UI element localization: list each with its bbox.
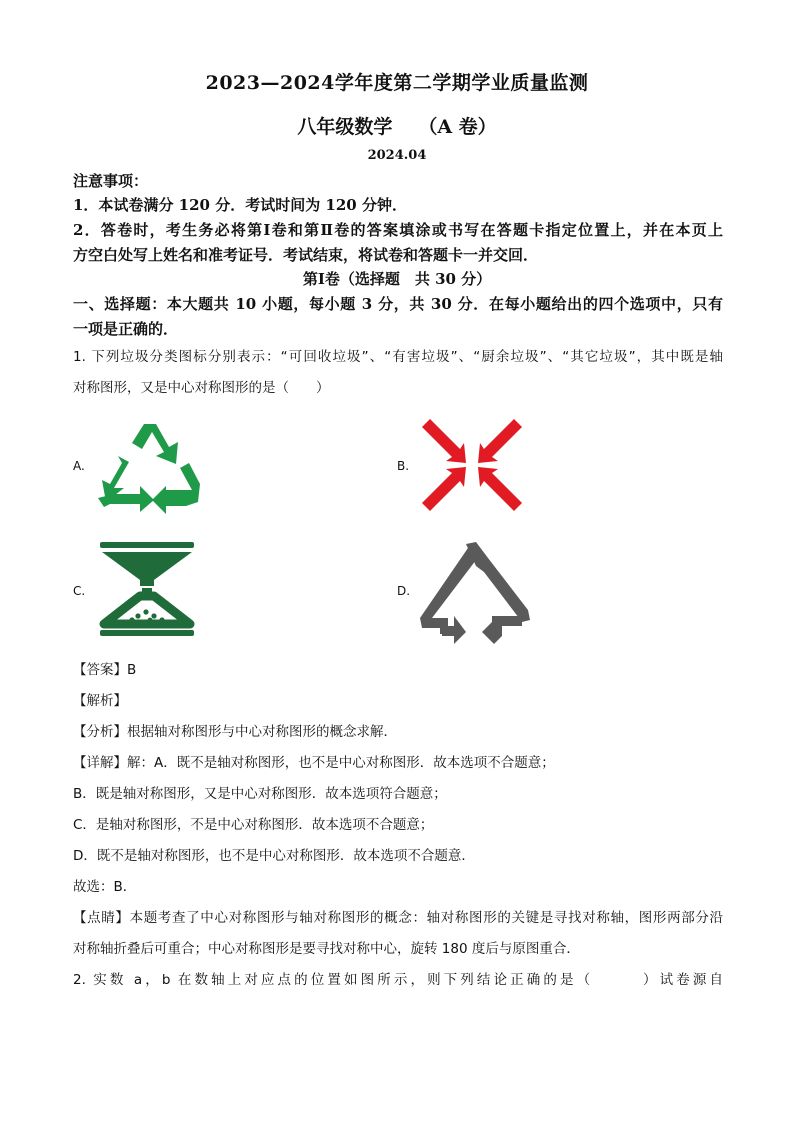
notice-heading: 注意事项： [73, 172, 149, 190]
section-title: 第Ⅰ卷（选择题 共 30 分） [302, 270, 492, 288]
question-1-stem-line-2: 对称图形，又是中心对称图形的是（ ） [73, 380, 330, 396]
section-instruction-line-1: 一、选择题：本大题共 10 小题，每小题 3 分，共 30 分．在每小题给出的四个选项中，只有 [73, 295, 723, 313]
option-d-label: D. [397, 584, 411, 598]
subject-label: 八年级数学 [297, 116, 393, 138]
question-1-detail-c: C．是轴对称图形，不是中心对称图形．故本选项不合题意； [73, 817, 434, 833]
question-2-stem: 2. 实数 a，b 在数轴上对应点的位置如图所示，则下列结论正确的是（ ）试卷源自 [73, 972, 723, 988]
volume-label: （A 卷） [418, 116, 497, 138]
kitchen-waste-icon [94, 540, 200, 638]
exam-title: 2023—2024学年度第二学期学业质量监测 [205, 72, 589, 94]
question-1-detail-d: D．既不是轴对称图形，也不是中心对称图形．故本选项不合题意． [73, 848, 475, 864]
notice-item-2-line-2: 方空白处写上姓名和准考证号．考试结束，将试卷和答题卡一并交回． [73, 246, 539, 264]
option-c-label: C. [73, 584, 86, 598]
hazard-arrows-icon [420, 417, 524, 513]
question-1-fenxi: 【分析】根据轴对称图形与中心对称图形的概念求解． [73, 724, 397, 740]
exam-subtitle [0, 112, 794, 139]
option-a-label: A. [73, 459, 85, 473]
question-1-detail-b: B．既是轴对称图形，又是中心对称图形．故本选项符合题意； [73, 786, 447, 802]
question-1-detail-a: 【详解】解：A．既不是轴对称图形，也不是中心对称图形．故本选项不合题意； [73, 755, 555, 771]
exam-date: 2024.04 [367, 148, 427, 163]
question-1-comment-line-2: 对称轴折叠后可重合；中心对称图形是要寻找对称中心，旋转 180 度后与原图重合． [73, 941, 580, 957]
question-1-comment-line-1: 【点睛】本题考查了中心对称图形与轴对称图形的概念：轴对称图形的关键是寻找对称轴，图形两部分沿 [73, 910, 723, 926]
option-b-label: B. [397, 459, 410, 473]
notice-item-1: 1．本试卷满分 120 分．考试时间为 120 分钟． [73, 196, 407, 214]
recycle-icon [94, 418, 202, 516]
other-waste-icon [418, 540, 532, 646]
question-1-analysis-label: 【解析】 [73, 693, 127, 709]
notice-item-2-line-1: 2．答卷时，考生务必将第Ⅰ卷和第Ⅱ卷的答案填涂或书写在答题卡指定位置上，并在本页上 [73, 221, 723, 239]
question-1-stem-line-1: 1. 下列垃圾分类图标分别表示：“可回收垃圾”、“有害垃圾”、“厨余垃圾”、“其它垃圾”，其中既是轴 [73, 349, 723, 365]
question-1-answer: 【答案】B [73, 662, 137, 678]
section-instruction-line-2: 一项是正确的． [73, 320, 179, 338]
question-1-choice: 故选：B． [73, 879, 137, 895]
